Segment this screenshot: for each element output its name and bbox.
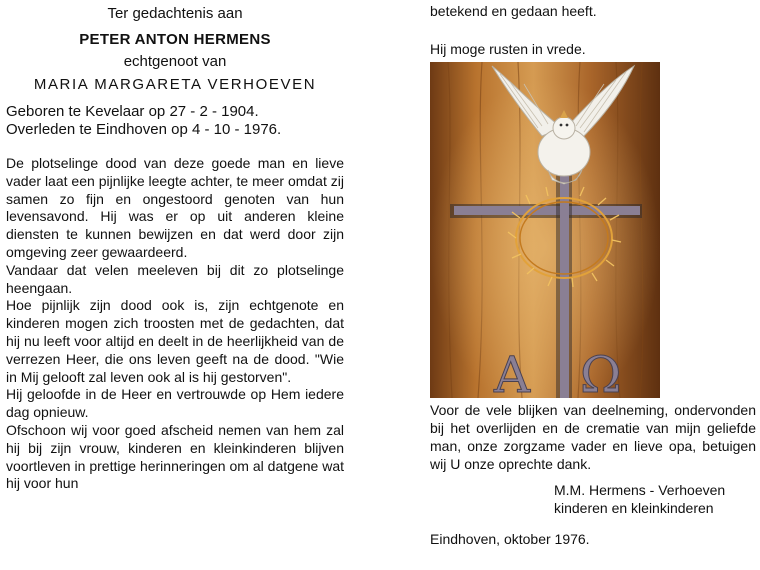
memorial-text [6, 155, 344, 493]
signature-line-1: M.M. Hermens - Verhoeven [554, 482, 726, 498]
place-date: Eindhoven, oktober 1976. [430, 531, 590, 547]
thanks-text: Voor de vele blijken van deelneming, ondervonden bij het overlijden en de crematie van mijn geliefde man, onze zorgzame vader en lieve opa, betuigen wij U onze oprechte dank. [430, 402, 756, 472]
intro-text: Ter gedachtenis aan [107, 5, 243, 22]
alpha-letter: A [494, 346, 531, 398]
paragraph: De plotselinge dood van deze goede man en lieve vader laat een pijnlijke leegte achter, te meer omdat zij samen zo fijn en ongestoord genoten van hun levensavond. Hij was er op uit anderen kleine diensten te kunnen bewijzen en dat werd door zijn omgeving zeer gewaardeerd. [6, 155, 344, 260]
memorial-picture [430, 62, 660, 398]
deceased-name: PETER ANTON HERMENS [79, 31, 271, 48]
life-dates [6, 103, 344, 139]
paragraph: Hij geloofde in de Heer en vertrouwde op Hem iedere dag opnieuw. [6, 386, 344, 421]
birth-line: Geboren te Kevelaar op 27 - 2 - 1904. [6, 103, 259, 120]
paragraph: Hoe pijnlijk zijn dood ook is, zijn echtgenote en kinderen mogen zich troosten met de gedachten, dat hij nu leeft voor altijd en deelt in de heerlijkheid van de verrezen Heer, die ons leven geeft na de dood. "Wie in Mij gelooft zal leven ook al is hij gestorven". [6, 297, 344, 385]
paragraph: Vandaar dat velen meeleven bij dit zo plotselinge heengaan. [6, 261, 344, 296]
left-column [6, 4, 344, 493]
rest-in-peace-text: Hij moge rusten in vrede. [430, 41, 586, 57]
death-line: Overleden te Eindhoven op 4 - 10 - 1976. [6, 121, 282, 138]
thanks-text-block [430, 401, 756, 473]
signature [554, 481, 756, 517]
right-column [430, 2, 756, 547]
paragraph: Ofschoon wij voor goed afscheid nemen van hem zal hij bij zijn vrouw, kinderen en kleinkinderen blijven voortleven in prettige herinneringen om al datgene wat hij voor hun [6, 421, 344, 492]
spouse-name: MARIA MARGARETA VERHOEVEN [33, 76, 317, 93]
spouse-label: echtgenoot van [123, 53, 227, 70]
signature-line-2: kinderen en kleinkinderen [554, 500, 714, 516]
continuation-text: betekend en gedaan heeft. [430, 3, 597, 19]
omega-letter: Ω [580, 346, 622, 398]
